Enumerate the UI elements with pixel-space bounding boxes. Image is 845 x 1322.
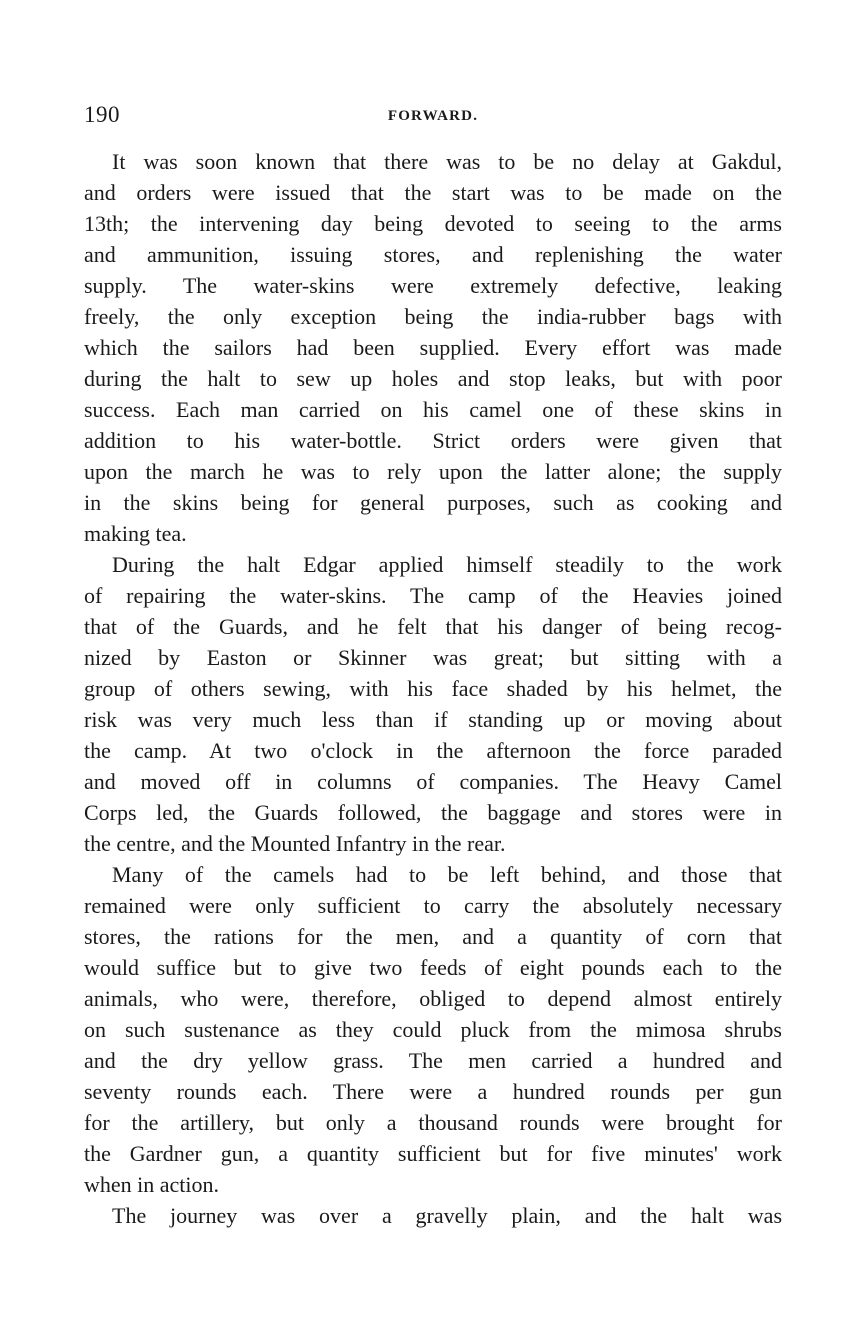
text-line: which the sailors had been supplied. Every effort was made (84, 335, 782, 360)
text-line: the centre, and the Mounted Infantry in the rear. (84, 831, 506, 856)
text-line: in the skins being for general purposes, such as cooking and (84, 490, 782, 515)
text-line: when in action. (84, 1172, 220, 1197)
body-text (84, 146, 782, 1231)
text-line: seventy rounds each. There were a hundred rounds per gun (84, 1079, 782, 1104)
text-line: upon the march he was to rely upon the latter alone; the supply (84, 459, 782, 484)
text-line: the camp. At two o'clock in the afternoon the force paraded (84, 738, 782, 763)
text-line: During the halt Edgar applied himself steadily to the work (112, 552, 782, 577)
text-line: The journey was over a gravelly plain, and the halt was (112, 1203, 782, 1228)
text-line: stores, the rations for the men, and a quantity of corn that (84, 924, 782, 949)
text-line: on such sustenance as they could pluck from the mimosa shrubs (84, 1017, 782, 1042)
text-line: of repairing the water-skins. The camp of the Heavies joined (84, 583, 782, 608)
text-line: freely, the only exception being the india-rubber bags with (84, 304, 782, 329)
text-line: addition to his water-bottle. Strict orders were given that (84, 428, 782, 453)
text-line: for the artillery, but only a thousand rounds were brought for (84, 1110, 782, 1135)
text-line: making tea. (84, 521, 187, 546)
running-title: FORWARD. (387, 108, 479, 124)
text-line: risk was very much less than if standing up or moving about (84, 707, 782, 732)
text-line: and the dry yellow grass. The men carried a hundred and (84, 1048, 782, 1073)
text-line: success. Each man carried on his camel one of these skins in (84, 397, 782, 422)
text-line: 13th; the intervening day being devoted to seeing to the arms (84, 211, 782, 236)
text-line: Corps led, the Guards followed, the baggage and stores were in (84, 800, 782, 825)
text-line: that of the Guards, and he felt that his danger of being recog- (84, 614, 782, 639)
text-line: nized by Easton or Skinner was great; but sitting with a (84, 645, 782, 670)
text-line: group of others sewing, with his face shaded by his helmet, the (84, 676, 782, 701)
text-line: and orders were issued that the start was to be made on the (84, 180, 782, 205)
text-line: and ammunition, issuing stores, and replenishing the water (84, 242, 782, 267)
text-line: It was soon known that there was to be no delay at Gakdul, (112, 149, 782, 174)
text-line: Many of the camels had to be left behind, and those that (112, 862, 782, 887)
text-line: animals, who were, therefore, obliged to depend almost entirely (84, 986, 782, 1011)
text-line: supply. The water-skins were extremely defective, leaking (84, 273, 782, 298)
text-line: the Gardner gun, a quantity sufficient but for five minutes' work (84, 1141, 782, 1166)
page-number: 190 (84, 102, 120, 127)
text-line: would suffice but to give two feeds of eight pounds each to the (84, 955, 782, 980)
text-line: and moved off in columns of companies. The Heavy Camel (84, 769, 782, 794)
page-header (84, 100, 782, 132)
text-line: remained were only sufficient to carry the absolutely necessary (84, 893, 782, 918)
text-line: during the halt to sew up holes and stop leaks, but with poor (84, 366, 782, 391)
